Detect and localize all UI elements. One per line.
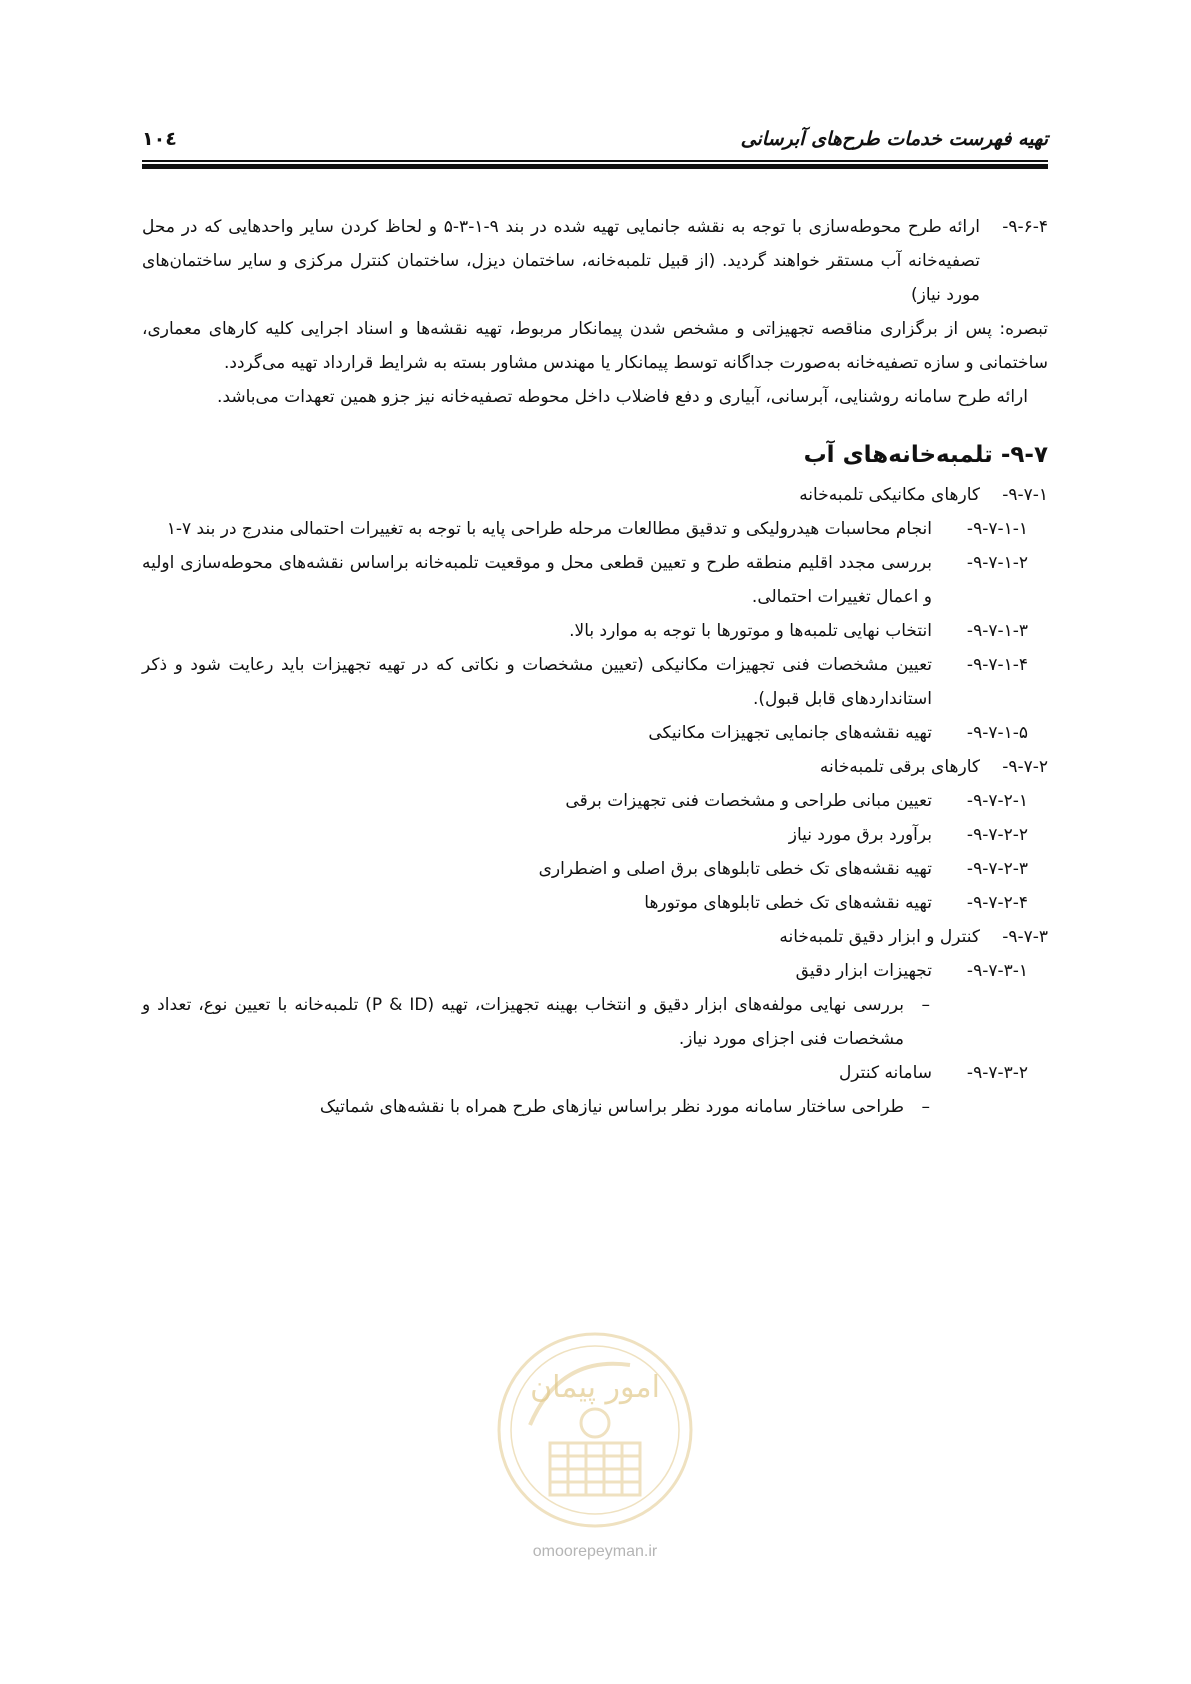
list-item bbox=[142, 478, 1048, 512]
section-heading: ۹-۷- تلمبه‌خانه‌های آب bbox=[803, 442, 1048, 468]
list-item bbox=[142, 988, 1048, 1056]
item-number: ۹-۷-۱-۱- bbox=[966, 519, 1028, 539]
item-text: بررسی نهایی مولفه‌های ابزار دقیق و انتخاب بهینه تجهیزات، تهیه (P & ID) تلمبه‌خانه با تعیین نوع، تعداد و مشخصات فنی اجزای مورد نیاز. bbox=[142, 995, 905, 1049]
list-item bbox=[142, 648, 1048, 716]
page-number: ۱۰٤ bbox=[142, 128, 177, 150]
note-paragraph-line2: ارائه طرح سامانه روشنایی، آبرسانی، آبیاری و دفع فاضلاب داخل محوطه تصفیه‌خانه نیز جزو همین تعهدات می‌باشد. bbox=[217, 387, 1028, 407]
watermark-logo-icon bbox=[490, 1325, 700, 1535]
watermark-logo-text: امور پیمان bbox=[530, 1370, 660, 1405]
item-text: کنترل و ابزار دقیق تلمبه‌خانه bbox=[779, 927, 980, 947]
list-item bbox=[142, 954, 1048, 988]
header-rule-thick bbox=[142, 164, 1048, 169]
item-number: ۹-۷-۳- bbox=[1002, 927, 1048, 947]
item-text: ارائه طرح محوطه‌سازی با توجه به نقشه جانمایی تهیه شده در بند ۹-۱-۳-۵ و لحاظ کردن سایر واحدهایی که در محل تصفیه‌خانه آب مستقر خواهند گردید. (از قبیل تلمبه‌خانه، ساختمان دیزل، ساختمان کنترل مرکزی و سایر ساختمان‌های مورد نیاز) bbox=[142, 217, 980, 305]
item-text: سامانه کنترل bbox=[838, 1063, 932, 1083]
watermark-site: omoorepeyman.ir bbox=[532, 1543, 658, 1560]
item-number: ۹-۷-۳-۱- bbox=[966, 961, 1028, 981]
note-paragraph: تبصره: پس از برگزاری مناقصه تجهیزاتی و مشخص شدن پیمانکار مربوط، تهیه نقشه‌ها و اسناد اجرایی کلیه کارهای معماری، ساختمانی و سازه تصفیه‌خانه به‌صورت جداگانه توسط پیمانکار یا مهندس مشاور بسته به شرایط قرارداد تهیه می‌گردد. bbox=[142, 319, 1048, 373]
item-number: ۹-۷-۲-۱- bbox=[966, 791, 1028, 811]
item-text: تهیه نقشه‌های تک خطی تابلوهای موتورها bbox=[644, 893, 932, 913]
list-item bbox=[142, 784, 1048, 818]
item-text: کارهای برقی تلمبه‌خانه bbox=[819, 757, 980, 777]
list-item bbox=[142, 818, 1048, 852]
list-item bbox=[142, 886, 1048, 920]
page-header bbox=[142, 128, 1048, 168]
item-number: ۹-۷-۲- bbox=[1002, 757, 1048, 777]
item-text: برآورد برق مورد نیاز bbox=[788, 825, 932, 845]
list-item bbox=[142, 750, 1048, 784]
item-bullet: – bbox=[921, 995, 930, 1015]
item-number: ۹-۷-۱-۴- bbox=[966, 655, 1028, 675]
item-number: ۹-۷-۲-۳- bbox=[966, 859, 1028, 879]
list-item bbox=[142, 716, 1048, 750]
item-number: ۹-۷-۱-۵- bbox=[966, 723, 1028, 743]
item-text: تهیه نقشه‌های تک خطی تابلوهای برق اصلی و اضطراری bbox=[538, 859, 932, 879]
item-number: ۹-۷-۲-۲- bbox=[966, 825, 1028, 845]
item-text: کارهای مکانیکی تلمبه‌خانه bbox=[799, 485, 980, 505]
item-text: طراحی ساختار سامانه مورد نظر براساس نیازهای طرح همراه با نقشه‌های شماتیک bbox=[319, 1097, 904, 1117]
list-item bbox=[142, 512, 1048, 546]
item-list bbox=[142, 478, 1048, 1124]
item-text: تعیین مبانی طراحی و مشخصات فنی تجهیزات برقی bbox=[565, 791, 932, 811]
header-title: تهیه فهرست خدمات طرح‌های آبرسانی bbox=[740, 128, 1048, 150]
item-number: ۹-۶-۴- bbox=[1002, 217, 1048, 237]
list-item bbox=[142, 1090, 1048, 1124]
item-text: انجام محاسبات هیدرولیکی و تدقیق مطالعات مرحله طراحی پایه با توجه به تغییرات احتمالی مندرج در بند ۷-۱ bbox=[166, 519, 932, 539]
item-text: انتخاب نهایی تلمبه‌ها و موتورها با توجه به موارد بالا. bbox=[569, 621, 932, 641]
list-item bbox=[142, 852, 1048, 886]
item-text: تعیین مشخصات فنی تجهیزات مکانیکی (تعیین مشخصات و نکاتی که در تهیه تجهیزات باید رعایت شود و ذکر استانداردهای قابل قبول). bbox=[142, 655, 932, 709]
item-number: ۹-۷-۳-۲- bbox=[966, 1063, 1028, 1083]
list-item bbox=[142, 1056, 1048, 1090]
header-rule-thin bbox=[142, 160, 1048, 162]
item-text: تهیه نقشه‌های جانمایی تجهیزات مکانیکی bbox=[648, 723, 932, 743]
item-number: ۹-۷-۱-۲- bbox=[966, 553, 1028, 573]
item-number: ۹-۷-۱-۳- bbox=[966, 621, 1028, 641]
item-bullet: – bbox=[921, 1097, 930, 1117]
item-number: ۹-۷-۱- bbox=[1002, 485, 1048, 505]
item-text: بررسی مجدد اقلیم منطقه طرح و تعیین قطعی محل و موقعیت تلمبه‌خانه براساس نقشه‌های محوطه‌سازی اولیه و اعمال تغییرات احتمالی. bbox=[142, 553, 932, 607]
list-item bbox=[142, 614, 1048, 648]
list-item bbox=[142, 546, 1048, 614]
item-number: ۹-۷-۲-۴- bbox=[966, 893, 1028, 913]
item-text: تجهیزات ابزار دقیق bbox=[795, 961, 932, 981]
item-9-6-4 bbox=[142, 210, 1048, 312]
list-item bbox=[142, 920, 1048, 954]
page-content bbox=[142, 210, 1048, 1124]
